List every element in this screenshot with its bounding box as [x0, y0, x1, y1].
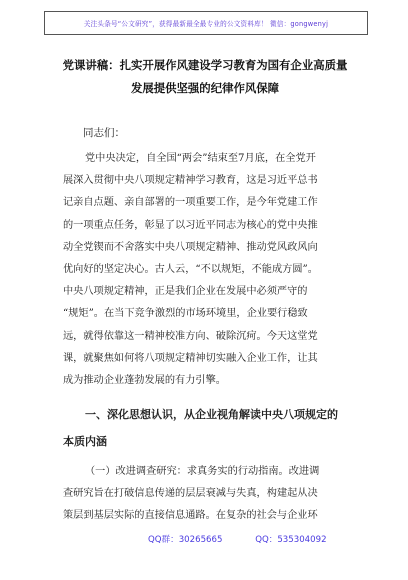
document-title-line-1: 党课讲稿：扎实开展作风建设学习教育为国有企业高质量: [62, 58, 348, 72]
document-title-line-2: 发展提供坚强的纪律作风保障: [130, 81, 280, 95]
footer-contact: [148, 533, 357, 545]
paragraph-line: 中央八项规定精神，正是我们企业在发展中必须严守的: [63, 286, 308, 298]
footer-qq: QQ：535304092: [255, 535, 327, 545]
paragraph-line: 远，就得依靠这一精神校准方向、破除沉疴。今天这堂党: [63, 330, 318, 342]
paragraph-line: 查研究旨在打破信息传递的层层衰减与失真，构建起从决: [63, 488, 318, 500]
greeting: 同志们：: [83, 127, 125, 139]
paragraph-line: “规矩”。在当下竞争激烈的市场环境里，企业要行稳致: [63, 308, 308, 320]
paragraph-line: 成为推动企业蓬勃发展的有力引擎。: [63, 375, 226, 387]
heading-line: 一、深化思想认识，从企业视角解读中央八项规定的: [85, 408, 338, 421]
paragraph-line: 党中央决定，自全国“两会”结束至7月底，在全党开: [85, 153, 316, 164]
paragraph-line: 课，就聚焦如何将八项规定精神切实融入企业工作，让其: [63, 352, 318, 364]
footer-qq-group: QQ群：30265665: [148, 535, 223, 545]
paragraph-line: 的一项重点任务，彰显了以习近平同志为核心的党中央推: [63, 219, 318, 231]
section-heading-1: [63, 401, 353, 455]
header-banner: 关注头条号“公文研究”，获得最新最全最专业的公文资料库！ 微信：gongwenyj: [44, 11, 368, 35]
paragraph-line: （一）改进调查研究：求真务实的行动指南。改进调: [85, 466, 320, 477]
paragraph-line: 策层到基层实际的直接信息通路。在复杂的社会与企业环: [63, 510, 318, 522]
paragraph-line: 优向好的坚定决心。古人云，“不以规矩，不能成方圆”。: [63, 264, 318, 276]
paragraph-line: 展深入贯彻中央八项规定精神学习教育，这是习近平总书: [63, 175, 318, 187]
paragraph-line: 动全党锲而不舍落实中央八项规定精神、推动党风政风向: [63, 241, 318, 253]
paragraph-intro: [63, 148, 345, 392]
paragraph-section-1-1: [63, 461, 345, 528]
heading-line: 本质内涵: [63, 435, 107, 448]
paragraph-line: 记亲自点题、亲自部署的一项重要工作，是今年党建工作: [63, 197, 318, 209]
